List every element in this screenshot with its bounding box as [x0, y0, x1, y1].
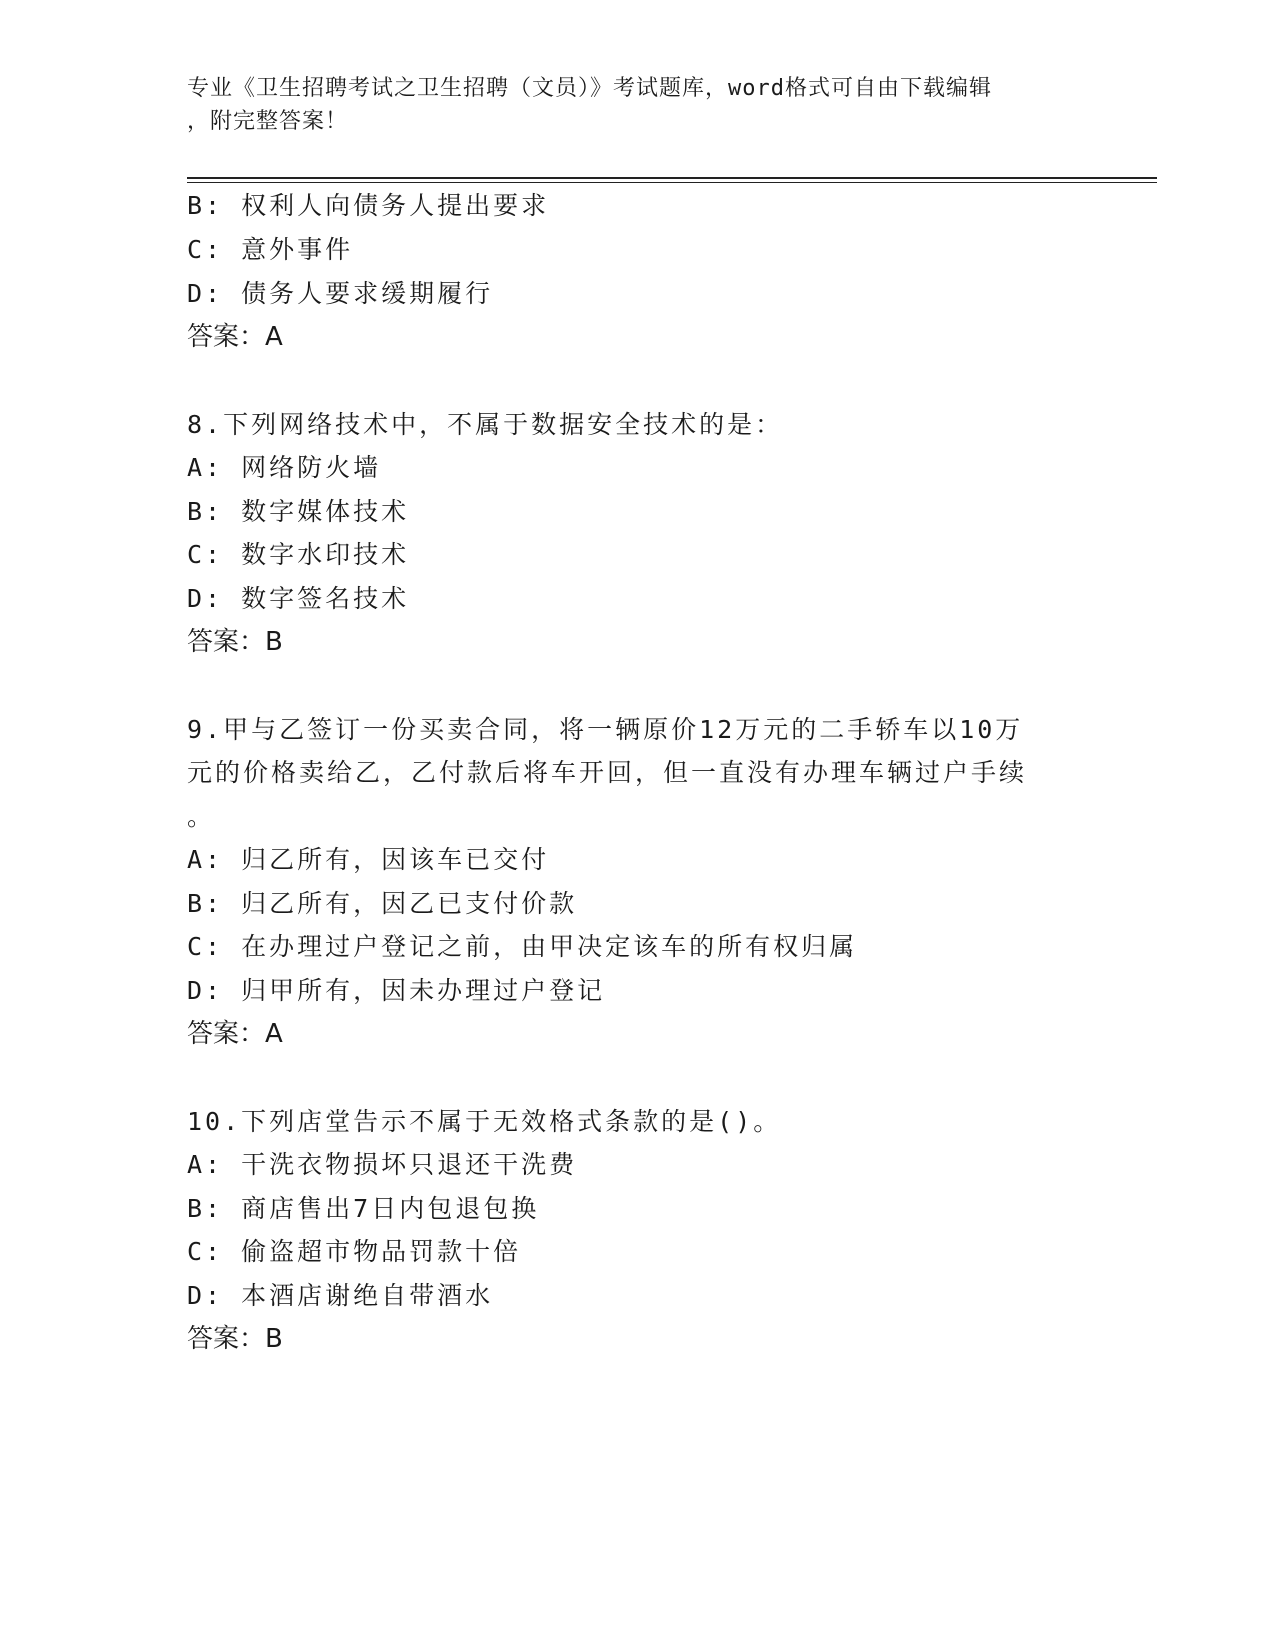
q10-option-b: B: 商店售出7日内包退包换 [187, 1194, 540, 1223]
document-header [187, 72, 1067, 138]
q8-answer: 答案：B [187, 627, 283, 657]
q10-option-d: D: 本酒店谢绝自带酒水 [187, 1281, 494, 1310]
header-divider-thick [187, 177, 1157, 179]
q8-option-d: D: 数字签名技术 [187, 584, 410, 613]
q7-answer: 答案：A [187, 322, 283, 352]
q10-option-c: C: 偷盗超市物品罚款十倍 [187, 1237, 522, 1266]
q10-answer: 答案：B [187, 1324, 283, 1354]
q8-stem: 8.下列网络技术中，不属于数据安全技术的是： [187, 410, 784, 439]
q8-option-a: A: 网络防火墙 [187, 453, 382, 482]
q9-stem-line-3: 。 [187, 802, 216, 831]
q9-option-b: B: 归乙所有，因乙已支付价款 [187, 889, 578, 918]
q10-option-a: A: 干洗衣物损坏只退还干洗费 [187, 1150, 578, 1179]
q7-option-d: D: 债务人要求缓期履行 [187, 279, 494, 308]
q7-option-b: B: 权利人向债务人提出要求 [187, 191, 550, 220]
header-divider-thin [187, 182, 1157, 183]
q9-stem-line-2: 元的价格卖给乙，乙付款后将车开回，但一直没有办理车辆过户手续 [187, 758, 1028, 787]
q8-option-b: B: 数字媒体技术 [187, 497, 410, 526]
q9-option-a: A: 归乙所有，因该车已交付 [187, 845, 550, 874]
q8-option-c: C: 数字水印技术 [187, 540, 410, 569]
header-line-1: 专业《卫生招聘考试之卫生招聘（文员）》考试题库，word格式可自由下载编辑 [187, 76, 992, 101]
q7-option-c: C: 意外事件 [187, 235, 354, 264]
q9-stem-line-1: 9.甲与乙签订一份买卖合同，将一辆原价12万元的二手轿车以10万 [187, 715, 1024, 744]
q10-stem: 10.下列店堂告示不属于无效格式条款的是()。 [187, 1107, 782, 1136]
q9-option-c: C: 在办理过户登记之前，由甲决定该车的所有权归属 [187, 932, 858, 961]
q9-option-d: D: 归甲所有，因未办理过户登记 [187, 976, 606, 1005]
header-line-2: ，附完整答案！ [187, 109, 349, 134]
q9-answer: 答案：A [187, 1019, 283, 1049]
